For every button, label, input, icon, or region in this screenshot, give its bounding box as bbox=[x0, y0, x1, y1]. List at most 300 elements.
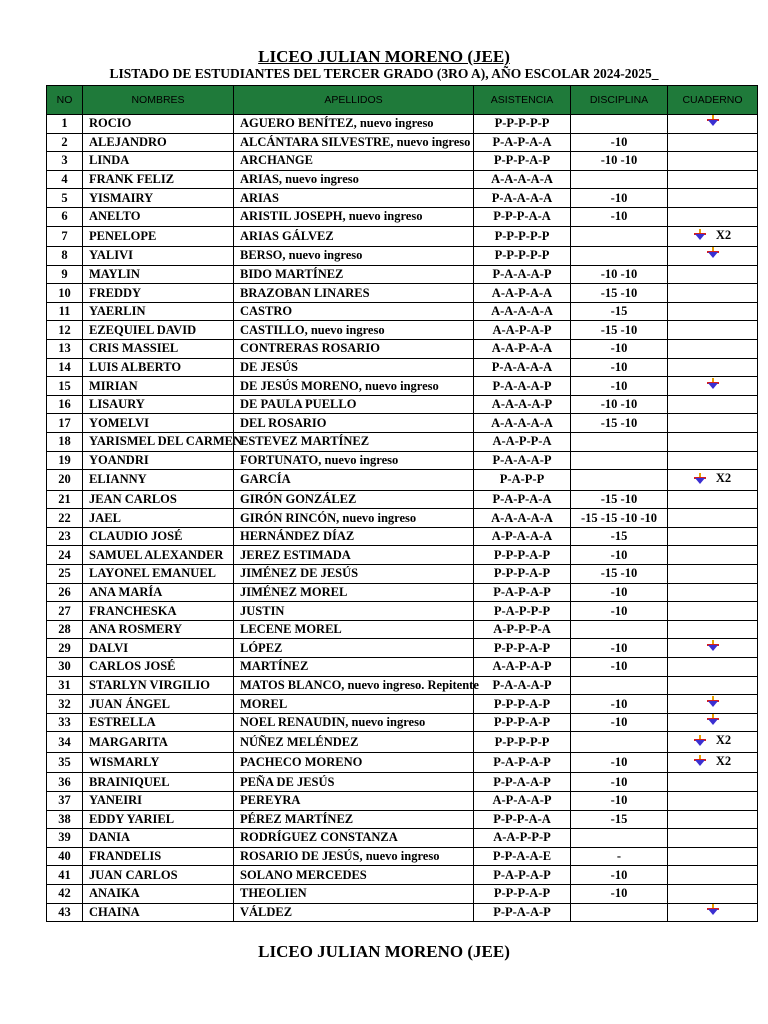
arrow-icon bbox=[694, 473, 706, 485]
cell-no: 20 bbox=[47, 470, 83, 491]
cell-apellidos: THEOLIEN bbox=[234, 884, 474, 903]
cell-asistencia: A-A-A-A-A bbox=[474, 414, 571, 433]
cell-no: 15 bbox=[47, 377, 83, 396]
cell-apellidos: CONTRERAS ROSARIO bbox=[234, 340, 474, 359]
cuaderno-mark bbox=[694, 227, 731, 244]
cell-disciplina: -10 bbox=[571, 583, 668, 602]
cell-asistencia: A-A-P-A-P bbox=[474, 658, 571, 677]
cell-apellidos: BERSO, nuevo ingreso bbox=[234, 247, 474, 266]
cuaderno-mark bbox=[694, 732, 731, 749]
cell-cuaderno bbox=[668, 713, 758, 732]
cell-nombres: YANEIRI bbox=[83, 792, 234, 811]
cell-disciplina: -10 -10 bbox=[571, 152, 668, 171]
cell-no: 37 bbox=[47, 792, 83, 811]
cell-cuaderno bbox=[668, 829, 758, 848]
cell-nombres: CLAUDIO JOSÉ bbox=[83, 527, 234, 546]
table-row bbox=[47, 490, 758, 509]
cell-cuaderno bbox=[668, 620, 758, 639]
cell-cuaderno bbox=[668, 115, 758, 134]
cell-asistencia: P-A-A-A-P bbox=[474, 676, 571, 695]
document-title bbox=[0, 47, 768, 67]
cell-asistencia: A-A-P-A-P bbox=[474, 321, 571, 340]
table-row bbox=[47, 265, 758, 284]
cell-disciplina: -10 bbox=[571, 639, 668, 658]
cell-cuaderno bbox=[668, 490, 758, 509]
cell-nombres: ESTRELLA bbox=[83, 713, 234, 732]
cell-disciplina: -15 -10 bbox=[571, 321, 668, 340]
cell-apellidos: AGUERO BENÍTEZ, nuevo ingreso bbox=[234, 115, 474, 134]
cell-nombres: YOMELVI bbox=[83, 414, 234, 433]
cell-cuaderno bbox=[668, 152, 758, 171]
cell-nombres: EZEQUIEL DAVID bbox=[83, 321, 234, 340]
cell-nombres: MARGARITA bbox=[83, 732, 234, 753]
cell-apellidos: PEREYRA bbox=[234, 792, 474, 811]
cell-cuaderno bbox=[668, 433, 758, 452]
cuaderno-count: X2 bbox=[715, 753, 732, 768]
cell-no: 33 bbox=[47, 713, 83, 732]
cell-no: 28 bbox=[47, 620, 83, 639]
cell-nombres: ROCIO bbox=[83, 115, 234, 134]
cell-no: 43 bbox=[47, 903, 83, 922]
table-row bbox=[47, 620, 758, 639]
cell-asistencia: P-P-P-A-P bbox=[474, 639, 571, 658]
cell-no: 38 bbox=[47, 810, 83, 829]
table-row bbox=[47, 207, 758, 226]
cell-cuaderno bbox=[668, 470, 758, 491]
cell-no: 34 bbox=[47, 732, 83, 753]
arrow-icon bbox=[694, 755, 706, 767]
cell-apellidos: DE JESÚS bbox=[234, 358, 474, 377]
cell-no: 3 bbox=[47, 152, 83, 171]
cell-asistencia: P-A-P-A-P bbox=[474, 583, 571, 602]
cell-no: 18 bbox=[47, 433, 83, 452]
cell-disciplina: -15 bbox=[571, 810, 668, 829]
student-roster-table bbox=[46, 85, 758, 922]
cell-cuaderno bbox=[668, 546, 758, 565]
cell-apellidos: LECENE MOREL bbox=[234, 620, 474, 639]
cell-asistencia: P-P-A-A-P bbox=[474, 903, 571, 922]
cell-disciplina bbox=[571, 676, 668, 695]
cell-apellidos: MOREL bbox=[234, 695, 474, 714]
table-row bbox=[47, 639, 758, 658]
cell-cuaderno bbox=[668, 247, 758, 266]
footer-title: LICEO JULIAN MORENO (JEE) bbox=[258, 942, 510, 961]
cell-disciplina: -10 bbox=[571, 207, 668, 226]
cuaderno-mark bbox=[694, 470, 731, 487]
cell-apellidos: VÁLDEZ bbox=[234, 903, 474, 922]
cell-apellidos: GIRÓN GONZÁLEZ bbox=[234, 490, 474, 509]
table-row bbox=[47, 583, 758, 602]
cell-disciplina: -10 bbox=[571, 340, 668, 359]
cell-nombres: JAEL bbox=[83, 509, 234, 528]
cell-no: 11 bbox=[47, 302, 83, 321]
cell-disciplina bbox=[571, 903, 668, 922]
cell-cuaderno bbox=[668, 321, 758, 340]
document-title-text: LICEO JULIAN MORENO (JEE) bbox=[258, 47, 510, 66]
cell-nombres: YALIVI bbox=[83, 247, 234, 266]
cell-apellidos: DE PAULA PUELLO bbox=[234, 395, 474, 414]
table-row bbox=[47, 358, 758, 377]
cell-asistencia: P-P-P-A-P bbox=[474, 713, 571, 732]
cell-apellidos: JIMÉNEZ DE JESÚS bbox=[234, 565, 474, 584]
cell-no: 42 bbox=[47, 884, 83, 903]
table-row bbox=[47, 152, 758, 171]
cell-disciplina bbox=[571, 115, 668, 134]
cell-cuaderno bbox=[668, 451, 758, 470]
cell-asistencia: A-A-A-A-A bbox=[474, 170, 571, 189]
cell-no: 5 bbox=[47, 189, 83, 208]
cell-disciplina: -10 bbox=[571, 695, 668, 714]
cell-asistencia: P-A-A-A-A bbox=[474, 189, 571, 208]
cuaderno-count: X2 bbox=[715, 227, 732, 242]
table-row bbox=[47, 226, 758, 247]
cell-asistencia: P-A-P-P bbox=[474, 470, 571, 491]
cell-disciplina: -15 -15 -10 -10 bbox=[571, 509, 668, 528]
cell-apellidos: GARCÍA bbox=[234, 470, 474, 491]
table-row bbox=[47, 676, 758, 695]
cell-asistencia: A-P-P-P-A bbox=[474, 620, 571, 639]
cell-cuaderno bbox=[668, 527, 758, 546]
cell-disciplina bbox=[571, 732, 668, 753]
cell-asistencia: A-A-P-P-A bbox=[474, 433, 571, 452]
table-row bbox=[47, 470, 758, 491]
cell-asistencia: P-P-A-A-P bbox=[474, 773, 571, 792]
table-row bbox=[47, 829, 758, 848]
cell-nombres: ELIANNY bbox=[83, 470, 234, 491]
cell-disciplina bbox=[571, 470, 668, 491]
cell-no: 29 bbox=[47, 639, 83, 658]
cell-asistencia: P-P-P-A-P bbox=[474, 546, 571, 565]
arrow-icon bbox=[707, 115, 719, 127]
cell-no: 25 bbox=[47, 565, 83, 584]
cell-asistencia: A-P-A-A-P bbox=[474, 792, 571, 811]
arrow-icon bbox=[707, 640, 719, 652]
cell-disciplina: -15 -10 bbox=[571, 414, 668, 433]
cell-cuaderno bbox=[668, 133, 758, 152]
cell-cuaderno bbox=[668, 792, 758, 811]
cell-no: 23 bbox=[47, 527, 83, 546]
cell-cuaderno bbox=[668, 676, 758, 695]
cell-cuaderno bbox=[668, 847, 758, 866]
cell-asistencia: P-A-P-A-A bbox=[474, 133, 571, 152]
cell-apellidos: PÉREZ MARTÍNEZ bbox=[234, 810, 474, 829]
cell-no: 4 bbox=[47, 170, 83, 189]
cell-cuaderno bbox=[668, 189, 758, 208]
cuaderno-count: X2 bbox=[715, 471, 732, 486]
document-subtitle: LISTADO DE ESTUDIANTES DEL TERCER GRADO (3RO A), AÑO ESCOLAR 2024-2025_ bbox=[109, 66, 659, 81]
cell-disciplina: -10 bbox=[571, 866, 668, 885]
table-row bbox=[47, 340, 758, 359]
cell-cuaderno bbox=[668, 207, 758, 226]
cell-apellidos: CASTRO bbox=[234, 302, 474, 321]
arrow-icon bbox=[707, 696, 719, 708]
cell-no: 39 bbox=[47, 829, 83, 848]
table-header bbox=[47, 86, 758, 115]
cell-no: 26 bbox=[47, 583, 83, 602]
cell-disciplina bbox=[571, 433, 668, 452]
cell-apellidos: JIMÉNEZ MOREL bbox=[234, 583, 474, 602]
cell-no: 21 bbox=[47, 490, 83, 509]
table-row bbox=[47, 773, 758, 792]
cell-no: 16 bbox=[47, 395, 83, 414]
cell-asistencia: P-P-P-A-A bbox=[474, 810, 571, 829]
cell-nombres: FREDDY bbox=[83, 284, 234, 303]
cell-asistencia: P-P-P-A-A bbox=[474, 207, 571, 226]
cell-no: 12 bbox=[47, 321, 83, 340]
cell-nombres: CARLOS JOSÉ bbox=[83, 658, 234, 677]
cell-disciplina: -15 bbox=[571, 302, 668, 321]
cell-apellidos: SOLANO MERCEDES bbox=[234, 866, 474, 885]
cell-apellidos: ARISTIL JOSEPH, nuevo ingreso bbox=[234, 207, 474, 226]
cell-cuaderno bbox=[668, 284, 758, 303]
cell-apellidos: JEREZ ESTIMADA bbox=[234, 546, 474, 565]
cell-nombres: YISMAIRY bbox=[83, 189, 234, 208]
column-header-apellidos: APELLIDOS bbox=[234, 86, 474, 115]
column-header-no: NO bbox=[47, 86, 83, 115]
table-row bbox=[47, 658, 758, 677]
cell-nombres: LISAURY bbox=[83, 395, 234, 414]
cell-cuaderno bbox=[668, 170, 758, 189]
cell-cuaderno bbox=[668, 602, 758, 621]
cell-cuaderno bbox=[668, 226, 758, 247]
cell-disciplina: -10 bbox=[571, 602, 668, 621]
cell-nombres: YOANDRI bbox=[83, 451, 234, 470]
cuaderno-mark bbox=[707, 378, 719, 390]
cell-cuaderno bbox=[668, 695, 758, 714]
table-row bbox=[47, 302, 758, 321]
cuaderno-mark bbox=[707, 115, 719, 127]
cell-apellidos: NÚÑEZ MELÉNDEZ bbox=[234, 732, 474, 753]
cell-disciplina: -15 -10 bbox=[571, 490, 668, 509]
cell-asistencia: P-P-P-A-P bbox=[474, 695, 571, 714]
cell-asistencia: A-A-P-P-P bbox=[474, 829, 571, 848]
cell-cuaderno bbox=[668, 732, 758, 753]
cell-disciplina: -10 -10 bbox=[571, 265, 668, 284]
cell-asistencia: A-A-P-A-A bbox=[474, 284, 571, 303]
cell-nombres: FRANK FELIZ bbox=[83, 170, 234, 189]
cell-disciplina bbox=[571, 829, 668, 848]
cell-cuaderno bbox=[668, 265, 758, 284]
cell-cuaderno bbox=[668, 773, 758, 792]
table-row bbox=[47, 847, 758, 866]
cell-nombres: LUIS ALBERTO bbox=[83, 358, 234, 377]
cell-asistencia: P-A-A-A-P bbox=[474, 377, 571, 396]
cell-disciplina bbox=[571, 247, 668, 266]
cell-cuaderno bbox=[668, 752, 758, 773]
cell-disciplina: - bbox=[571, 847, 668, 866]
cell-apellidos: MARTÍNEZ bbox=[234, 658, 474, 677]
cell-no: 10 bbox=[47, 284, 83, 303]
arrow-icon bbox=[694, 229, 706, 241]
table-row bbox=[47, 752, 758, 773]
cell-cuaderno bbox=[668, 903, 758, 922]
cell-no: 35 bbox=[47, 752, 83, 773]
table-row bbox=[47, 884, 758, 903]
cell-no: 24 bbox=[47, 546, 83, 565]
cell-apellidos: ARCHANGE bbox=[234, 152, 474, 171]
cell-no: 9 bbox=[47, 265, 83, 284]
arrow-icon bbox=[707, 904, 719, 916]
column-header-nombres: NOMBRES bbox=[83, 86, 234, 115]
table-row bbox=[47, 527, 758, 546]
cell-asistencia: P-P-P-P-P bbox=[474, 115, 571, 134]
cell-no: 8 bbox=[47, 247, 83, 266]
cell-apellidos: BRAZOBAN LINARES bbox=[234, 284, 474, 303]
cell-nombres: YARISMEL DEL CARMEN bbox=[83, 433, 234, 452]
table-row bbox=[47, 565, 758, 584]
cell-asistencia: P-P-P-P-P bbox=[474, 247, 571, 266]
cell-cuaderno bbox=[668, 658, 758, 677]
cell-asistencia: P-P-P-A-P bbox=[474, 152, 571, 171]
cell-no: 17 bbox=[47, 414, 83, 433]
table-row bbox=[47, 284, 758, 303]
cell-disciplina: -10 bbox=[571, 358, 668, 377]
cell-asistencia: P-A-P-P-P bbox=[474, 602, 571, 621]
cell-apellidos: ARIAS, nuevo ingreso bbox=[234, 170, 474, 189]
table-row bbox=[47, 247, 758, 266]
cell-disciplina: -10 bbox=[571, 884, 668, 903]
cell-apellidos: LÓPEZ bbox=[234, 639, 474, 658]
cell-no: 19 bbox=[47, 451, 83, 470]
cell-no: 2 bbox=[47, 133, 83, 152]
cuaderno-mark bbox=[707, 247, 719, 259]
cell-nombres: ALEJANDRO bbox=[83, 133, 234, 152]
cell-apellidos: BIDO MARTÍNEZ bbox=[234, 265, 474, 284]
cell-apellidos: ROSARIO DE JESÚS, nuevo ingreso bbox=[234, 847, 474, 866]
arrow-icon bbox=[707, 378, 719, 390]
cell-no: 13 bbox=[47, 340, 83, 359]
cuaderno-mark bbox=[707, 640, 719, 652]
cell-apellidos: PACHECO MORENO bbox=[234, 752, 474, 773]
cell-no: 41 bbox=[47, 866, 83, 885]
cell-no: 30 bbox=[47, 658, 83, 677]
cell-disciplina bbox=[571, 170, 668, 189]
cell-nombres: YAERLIN bbox=[83, 302, 234, 321]
cell-asistencia: A-A-A-A-P bbox=[474, 395, 571, 414]
table-row bbox=[47, 189, 758, 208]
cell-asistencia: P-A-A-A-A bbox=[474, 358, 571, 377]
cell-cuaderno bbox=[668, 565, 758, 584]
table-row bbox=[47, 903, 758, 922]
column-header-disciplina: DISCIPLINA bbox=[571, 86, 668, 115]
cell-disciplina bbox=[571, 451, 668, 470]
column-header-asistencia: ASISTENCIA bbox=[474, 86, 571, 115]
cell-asistencia: P-A-P-A-P bbox=[474, 752, 571, 773]
cell-disciplina: -10 bbox=[571, 189, 668, 208]
table-row bbox=[47, 377, 758, 396]
cell-asistencia: A-P-A-A-A bbox=[474, 527, 571, 546]
cell-apellidos: NOEL RENAUDIN, nuevo ingreso bbox=[234, 713, 474, 732]
table-row bbox=[47, 810, 758, 829]
cell-asistencia: A-A-P-A-A bbox=[474, 340, 571, 359]
table-row bbox=[47, 546, 758, 565]
cell-asistencia: A-A-A-A-A bbox=[474, 302, 571, 321]
cell-nombres: JUAN ÁNGEL bbox=[83, 695, 234, 714]
cell-disciplina: -10 bbox=[571, 133, 668, 152]
cell-no: 31 bbox=[47, 676, 83, 695]
cell-disciplina: -10 bbox=[571, 713, 668, 732]
cell-apellidos: JUSTIN bbox=[234, 602, 474, 621]
cell-cuaderno bbox=[668, 583, 758, 602]
cell-nombres: MIRIAN bbox=[83, 377, 234, 396]
cell-nombres: ANAIKA bbox=[83, 884, 234, 903]
cell-nombres: EDDY YARIEL bbox=[83, 810, 234, 829]
table-row bbox=[47, 792, 758, 811]
cell-apellidos: PEÑA DE JESÚS bbox=[234, 773, 474, 792]
cell-nombres: ANELTO bbox=[83, 207, 234, 226]
cell-nombres: CHAINA bbox=[83, 903, 234, 922]
cell-asistencia: A-A-A-A-A bbox=[474, 509, 571, 528]
cell-nombres: MAYLIN bbox=[83, 265, 234, 284]
table-row bbox=[47, 695, 758, 714]
header-row bbox=[47, 86, 758, 115]
table-row bbox=[47, 414, 758, 433]
cell-apellidos: ALCÁNTARA SILVESTRE, nuevo ingreso bbox=[234, 133, 474, 152]
table-row bbox=[47, 509, 758, 528]
table-row bbox=[47, 395, 758, 414]
cell-no: 6 bbox=[47, 207, 83, 226]
cell-no: 27 bbox=[47, 602, 83, 621]
cell-asistencia: P-P-P-P-P bbox=[474, 226, 571, 247]
cell-cuaderno bbox=[668, 639, 758, 658]
cell-asistencia: P-A-P-A-A bbox=[474, 490, 571, 509]
cell-asistencia: P-P-P-P-P bbox=[474, 732, 571, 753]
cell-cuaderno bbox=[668, 810, 758, 829]
cell-disciplina bbox=[571, 620, 668, 639]
cell-nombres: ANA MARÍA bbox=[83, 583, 234, 602]
cell-asistencia: P-A-P-A-P bbox=[474, 866, 571, 885]
cell-cuaderno bbox=[668, 340, 758, 359]
cell-apellidos: CASTILLO, nuevo ingreso bbox=[234, 321, 474, 340]
cell-no: 40 bbox=[47, 847, 83, 866]
cell-nombres: SAMUEL ALEXANDER bbox=[83, 546, 234, 565]
column-header-cuaderno: CUADERNO bbox=[668, 86, 758, 115]
cell-apellidos: GIRÓN RINCÓN, nuevo ingreso bbox=[234, 509, 474, 528]
cell-no: 1 bbox=[47, 115, 83, 134]
arrow-icon bbox=[707, 247, 719, 259]
table-row bbox=[47, 866, 758, 885]
table-row bbox=[47, 133, 758, 152]
cell-asistencia: P-P-P-A-P bbox=[474, 565, 571, 584]
cell-nombres: FRANCHESKA bbox=[83, 602, 234, 621]
table-body bbox=[47, 115, 758, 922]
cell-nombres: JEAN CARLOS bbox=[83, 490, 234, 509]
cell-cuaderno bbox=[668, 509, 758, 528]
cell-disciplina: -10 bbox=[571, 792, 668, 811]
cell-disciplina: -10 bbox=[571, 546, 668, 565]
table-row bbox=[47, 170, 758, 189]
cell-asistencia: P-A-A-A-P bbox=[474, 451, 571, 470]
cell-cuaderno bbox=[668, 358, 758, 377]
cell-cuaderno bbox=[668, 302, 758, 321]
cell-asistencia: P-P-A-A-E bbox=[474, 847, 571, 866]
cell-cuaderno bbox=[668, 395, 758, 414]
table-row bbox=[47, 115, 758, 134]
cell-nombres: ANA ROSMERY bbox=[83, 620, 234, 639]
cell-disciplina: -10 bbox=[571, 658, 668, 677]
cell-apellidos: ESTEVEZ MARTÍNEZ bbox=[234, 433, 474, 452]
cell-cuaderno bbox=[668, 884, 758, 903]
cuaderno-mark bbox=[707, 714, 719, 726]
cell-apellidos: FORTUNATO, nuevo ingreso bbox=[234, 451, 474, 470]
cell-disciplina: -10 -10 bbox=[571, 395, 668, 414]
cell-apellidos: ARIAS GÁLVEZ bbox=[234, 226, 474, 247]
arrow-icon bbox=[694, 735, 706, 747]
cuaderno-count: X2 bbox=[715, 733, 732, 748]
cell-no: 22 bbox=[47, 509, 83, 528]
cuaderno-mark bbox=[707, 904, 719, 916]
cell-asistencia: P-A-A-A-P bbox=[474, 265, 571, 284]
